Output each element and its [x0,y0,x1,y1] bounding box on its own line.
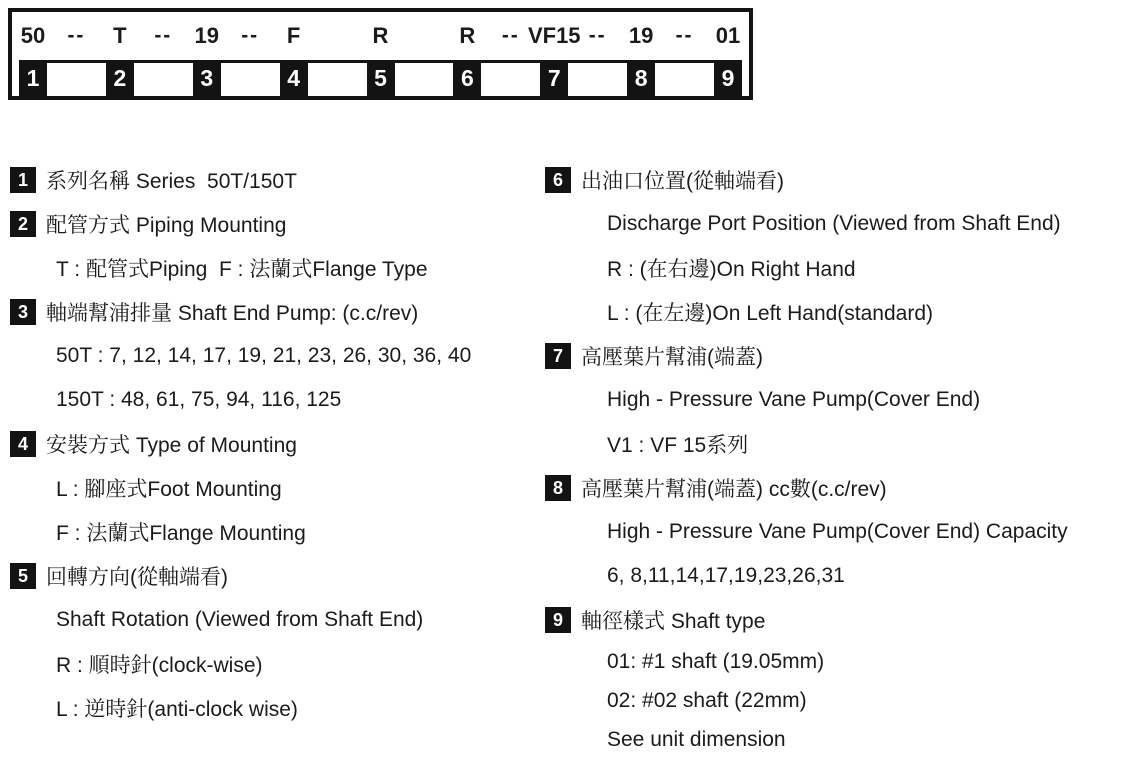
code-index-badge-7: 7 [540,60,568,96]
legend-item-5 [10,554,545,730]
item-title: 軸端幫浦排量 Shaft End Pump: (c.c/rev) [46,302,419,325]
code-value-9: 01 [715,23,741,48]
code-index-badge-2: 2 [106,60,134,96]
legend-item-9 [545,598,1146,759]
item-sub-line: V1 : VF 15系列 [607,434,749,457]
item-sub-line: High - Pressure Vane Pump(Cover End) Capacity [607,520,1068,543]
code-index-badge-4: 4 [280,60,308,96]
code-index-badge-1: 1 [19,60,47,96]
index-gap [395,60,454,96]
item-title-line [545,334,1146,378]
item-title-line [10,554,545,598]
item-number-badge: 1 [10,167,36,193]
item-sub-line: 50T : 7, 12, 14, 17, 19, 21, 23, 26, 30, 36, 40 [56,344,472,367]
dash-separator: -- [67,24,86,47]
code-separator [134,24,193,48]
item-number-badge: 9 [545,607,571,633]
item-sub-line: L : 逆時針(anti-clock wise) [56,698,298,721]
dash-separator: -- [241,24,260,47]
code-value-2: T [113,23,127,48]
item-title-line [545,466,1146,510]
item-sub-line: See unit dimension [607,727,786,751]
item-sub-line: High - Pressure Vane Pump(Cover End) [607,388,981,411]
item-title-line [10,202,545,246]
item-number-badge: 6 [545,167,571,193]
item-title: 出油口位置(從軸端看) [581,170,784,193]
dash-separator: -- [675,24,694,47]
item-sub-line: L : (在左邊)On Left Hand(standard) [607,302,934,325]
index-gap [655,60,714,96]
item-title: 軸徑樣式 Shaft type [581,610,766,633]
item-sub-line: R : 順時針(clock-wise) [56,654,263,677]
item-sub-line: L : 腳座式Foot Mounting [56,478,282,501]
legend-item-6 [545,158,1146,334]
item-number-badge: 5 [10,563,36,589]
index-gap [568,60,627,96]
dash-separator: -- [501,24,520,47]
legend-item-7 [545,334,1146,466]
item-sub-line: F : 法蘭式Flange Mounting [56,522,306,545]
code-value-7: VF15 [527,23,581,48]
item-title: 高壓葉片幫浦(端蓋) cc數(c.c/rev) [581,478,887,501]
item-title: 高壓葉片幫浦(端蓋) [581,346,763,369]
code-value-4: F [286,23,301,48]
item-number-badge: 2 [10,211,36,237]
code-value-1: 50 [20,23,46,48]
code-index-badge-6: 6 [453,60,481,96]
code-value-3: 19 [194,23,219,48]
item-sub-line: Discharge Port Position (Viewed from Shaft End) [607,212,1061,235]
item-number-badge: 7 [545,343,571,369]
item-number-badge: 8 [545,475,571,501]
item-sub-line: R : (在右邊)On Right Hand [607,258,856,281]
legend-item-2 [10,202,545,290]
code-index-badge-8: 8 [627,60,655,96]
item-sub-line: 01: #1 shaft (19.05mm) [607,649,825,673]
code-index-badge-9: 9 [714,60,742,96]
legend-left-column [10,158,545,759]
index-gap [134,60,193,96]
item-title: 回轉方向(從軸端看) [46,566,228,589]
item-sub-line: Shaft Rotation (Viewed from Shaft End) [56,608,424,631]
index-gap [481,60,540,96]
code-value-8: 19 [628,23,654,48]
code-value-5: R [372,23,389,48]
item-title-line [10,158,545,202]
legend-item-8 [545,466,1146,598]
legend-item-3 [10,290,545,422]
model-code-value-row [12,12,749,60]
item-title: 配管方式 Piping Mounting [46,214,287,237]
dash-separator: -- [588,24,607,47]
legend [10,158,1146,759]
code-value-6: R [459,23,476,48]
index-gap [308,60,367,96]
code-separator [568,24,627,48]
code-separator [655,24,714,48]
legend-item-4 [10,422,545,554]
item-sub-line: T : 配管式Piping F : 法蘭式Flange Type [56,258,428,281]
item-sub-line: 150T : 48, 61, 75, 94, 116, 125 [56,388,342,411]
model-code-box [8,8,753,100]
item-number-badge: 3 [10,299,36,325]
item-title-line [545,598,1146,642]
code-index-badge-5: 5 [367,60,395,96]
index-gap [47,60,106,96]
item-sub-line: 02: #02 shaft (22mm) [607,688,807,712]
item-title-line [10,290,545,334]
item-number-badge: 4 [10,431,36,457]
code-index-badge-3: 3 [193,60,221,96]
dash-separator: -- [154,24,173,47]
code-separator [47,24,106,48]
item-sub-line: 6, 8,11,14,17,19,23,26,31 [607,564,845,587]
legend-item-1 [10,158,545,202]
item-title-line [10,422,545,466]
item-title: 安裝方式 Type of Mounting [46,434,297,457]
model-code-index-row [12,60,749,96]
item-title: 系列名稱 Series 50T/150T [46,170,297,193]
legend-right-column [545,158,1146,759]
index-gap [221,60,280,96]
code-separator [221,24,280,48]
item-title-line [545,158,1146,202]
